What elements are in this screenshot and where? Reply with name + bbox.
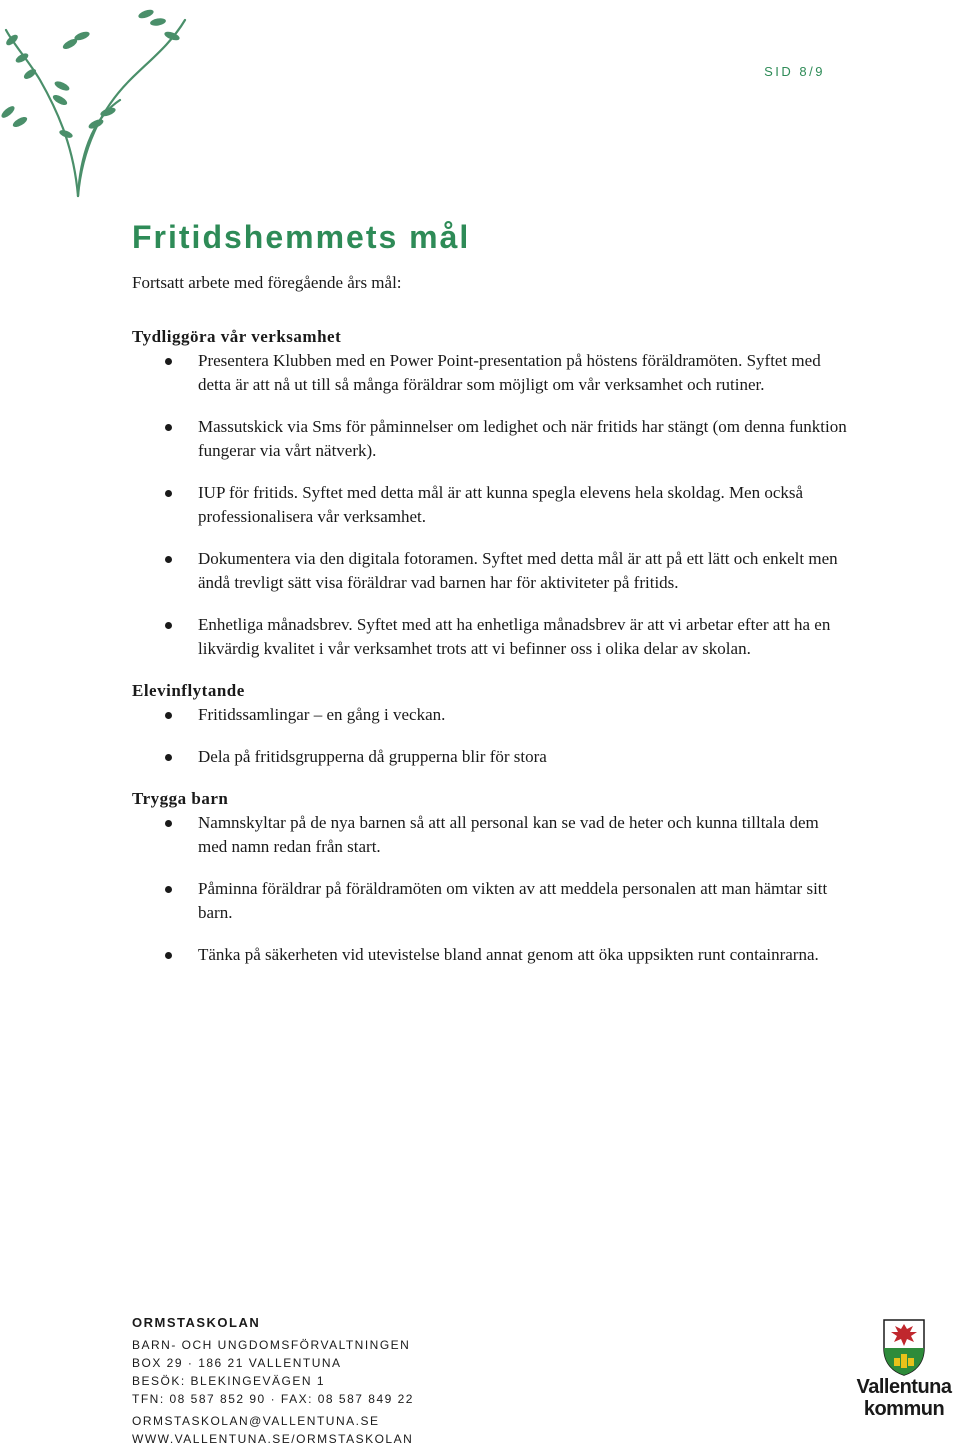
list-item bbox=[132, 481, 852, 529]
list-item-text: Påminna föräldrar på föräldramöten om vikten av att meddela personalen att man hämtar sitt barn. bbox=[198, 879, 828, 922]
section-tydliggora bbox=[132, 325, 852, 661]
vine-icon bbox=[0, 0, 200, 200]
page-number: SID 8/9 bbox=[764, 64, 825, 79]
bullet-icon bbox=[165, 622, 172, 629]
section-heading: Elevinflytande bbox=[132, 681, 245, 700]
page-title: Fritidshemmets mål bbox=[132, 219, 471, 255]
list-item bbox=[132, 613, 852, 661]
logo-text-line1: Vallentuna bbox=[856, 1376, 952, 1398]
section-heading: Trygga barn bbox=[132, 789, 229, 808]
logo-text-line2: kommun bbox=[863, 1398, 945, 1420]
bullet-icon bbox=[165, 490, 172, 497]
list-item-text: Namnskyltar på de nya barnen så att all personal kan se vad de heter och kunna tilltala dem med namn redan från start. bbox=[198, 813, 819, 856]
bullet-icon bbox=[165, 358, 172, 365]
bullet-list bbox=[132, 811, 852, 967]
list-item bbox=[132, 943, 852, 967]
bullet-icon bbox=[165, 754, 172, 761]
section-elevinflytande bbox=[132, 679, 852, 769]
footer-box: BOX 29 · 186 21 VALLENTUNA bbox=[132, 1356, 342, 1370]
list-item-text: Dela på fritidsgrupperna då grupperna blir för stora bbox=[198, 747, 547, 766]
footer-address bbox=[132, 1314, 414, 1448]
bullet-icon bbox=[165, 820, 172, 827]
list-item bbox=[132, 745, 852, 769]
footer-web[interactable]: WWW.VALLENTUNA.SE/ORMSTASKOLAN bbox=[132, 1432, 414, 1446]
bullet-list bbox=[132, 349, 852, 661]
section-heading: Tydliggöra vår verksamhet bbox=[132, 327, 342, 346]
list-item-text: Enhetliga månadsbrev. Syftet med att ha enhetliga månadsbrev är att vi arbetar efter att ha en likvärdig kvalitet i vår verksamhet trots att vi befinner oss i olika delar av skolan. bbox=[198, 615, 831, 658]
footer-phone: TFN: 08 587 852 90 · FAX: 08 587 849 22 bbox=[132, 1392, 414, 1406]
bullet-list bbox=[132, 703, 852, 769]
bullet-icon bbox=[165, 556, 172, 563]
footer-org: ORMSTASKOLAN bbox=[132, 1315, 261, 1330]
intro-text: Fortsatt arbete med föregående års mål: bbox=[132, 273, 402, 292]
list-item bbox=[132, 547, 852, 595]
list-item-text: Fritidssamlingar – en gång i veckan. bbox=[198, 705, 446, 724]
bullet-icon bbox=[165, 712, 172, 719]
list-item-text: Massutskick via Sms för påminnelser om ledighet och när fritids har stängt (om denna funktion fungerar via vårt nätverk). bbox=[198, 417, 847, 460]
list-item bbox=[132, 703, 852, 727]
footer-email[interactable]: ORMSTASKOLAN@VALLENTUNA.SE bbox=[132, 1414, 380, 1428]
bullet-icon bbox=[165, 424, 172, 431]
bullet-icon bbox=[165, 886, 172, 893]
list-item-text: Presentera Klubben med en Power Point-presentation på höstens föräldramöten. Syftet med detta är att nå ut till så många föräldrar som möjligt om vår verksamhet och rutiner. bbox=[198, 351, 821, 394]
footer-visit: BESÖK: BLEKINGEVÄGEN 1 bbox=[132, 1374, 326, 1388]
footer-dept: BARN- OCH UNGDOMSFÖRVALTNINGEN bbox=[132, 1338, 411, 1352]
section-trygga-barn bbox=[132, 787, 852, 967]
bullet-icon bbox=[165, 952, 172, 959]
document-body bbox=[132, 215, 852, 985]
list-item bbox=[132, 811, 852, 859]
coat-of-arms-icon bbox=[880, 1318, 928, 1376]
list-item-text: Tänka på säkerheten vid utevistelse bland annat genom att öka uppsikten runt containrarna. bbox=[198, 945, 819, 964]
list-item-text: Dokumentera via den digitala fotoramen. Syftet med detta mål är att på ett lätt och enkelt men ändå trevligt sätt visa föräldrar vad barnen har för aktiviteter på fritids. bbox=[198, 549, 838, 592]
list-item bbox=[132, 415, 852, 463]
list-item-text: IUP för fritids. Syftet med detta mål är att kunna spegla elevens hela skoldag. Men också professionalisera vår verksamhet. bbox=[198, 483, 804, 526]
list-item bbox=[132, 877, 852, 925]
municipality-logo bbox=[848, 1318, 960, 1428]
list-item bbox=[132, 349, 852, 397]
